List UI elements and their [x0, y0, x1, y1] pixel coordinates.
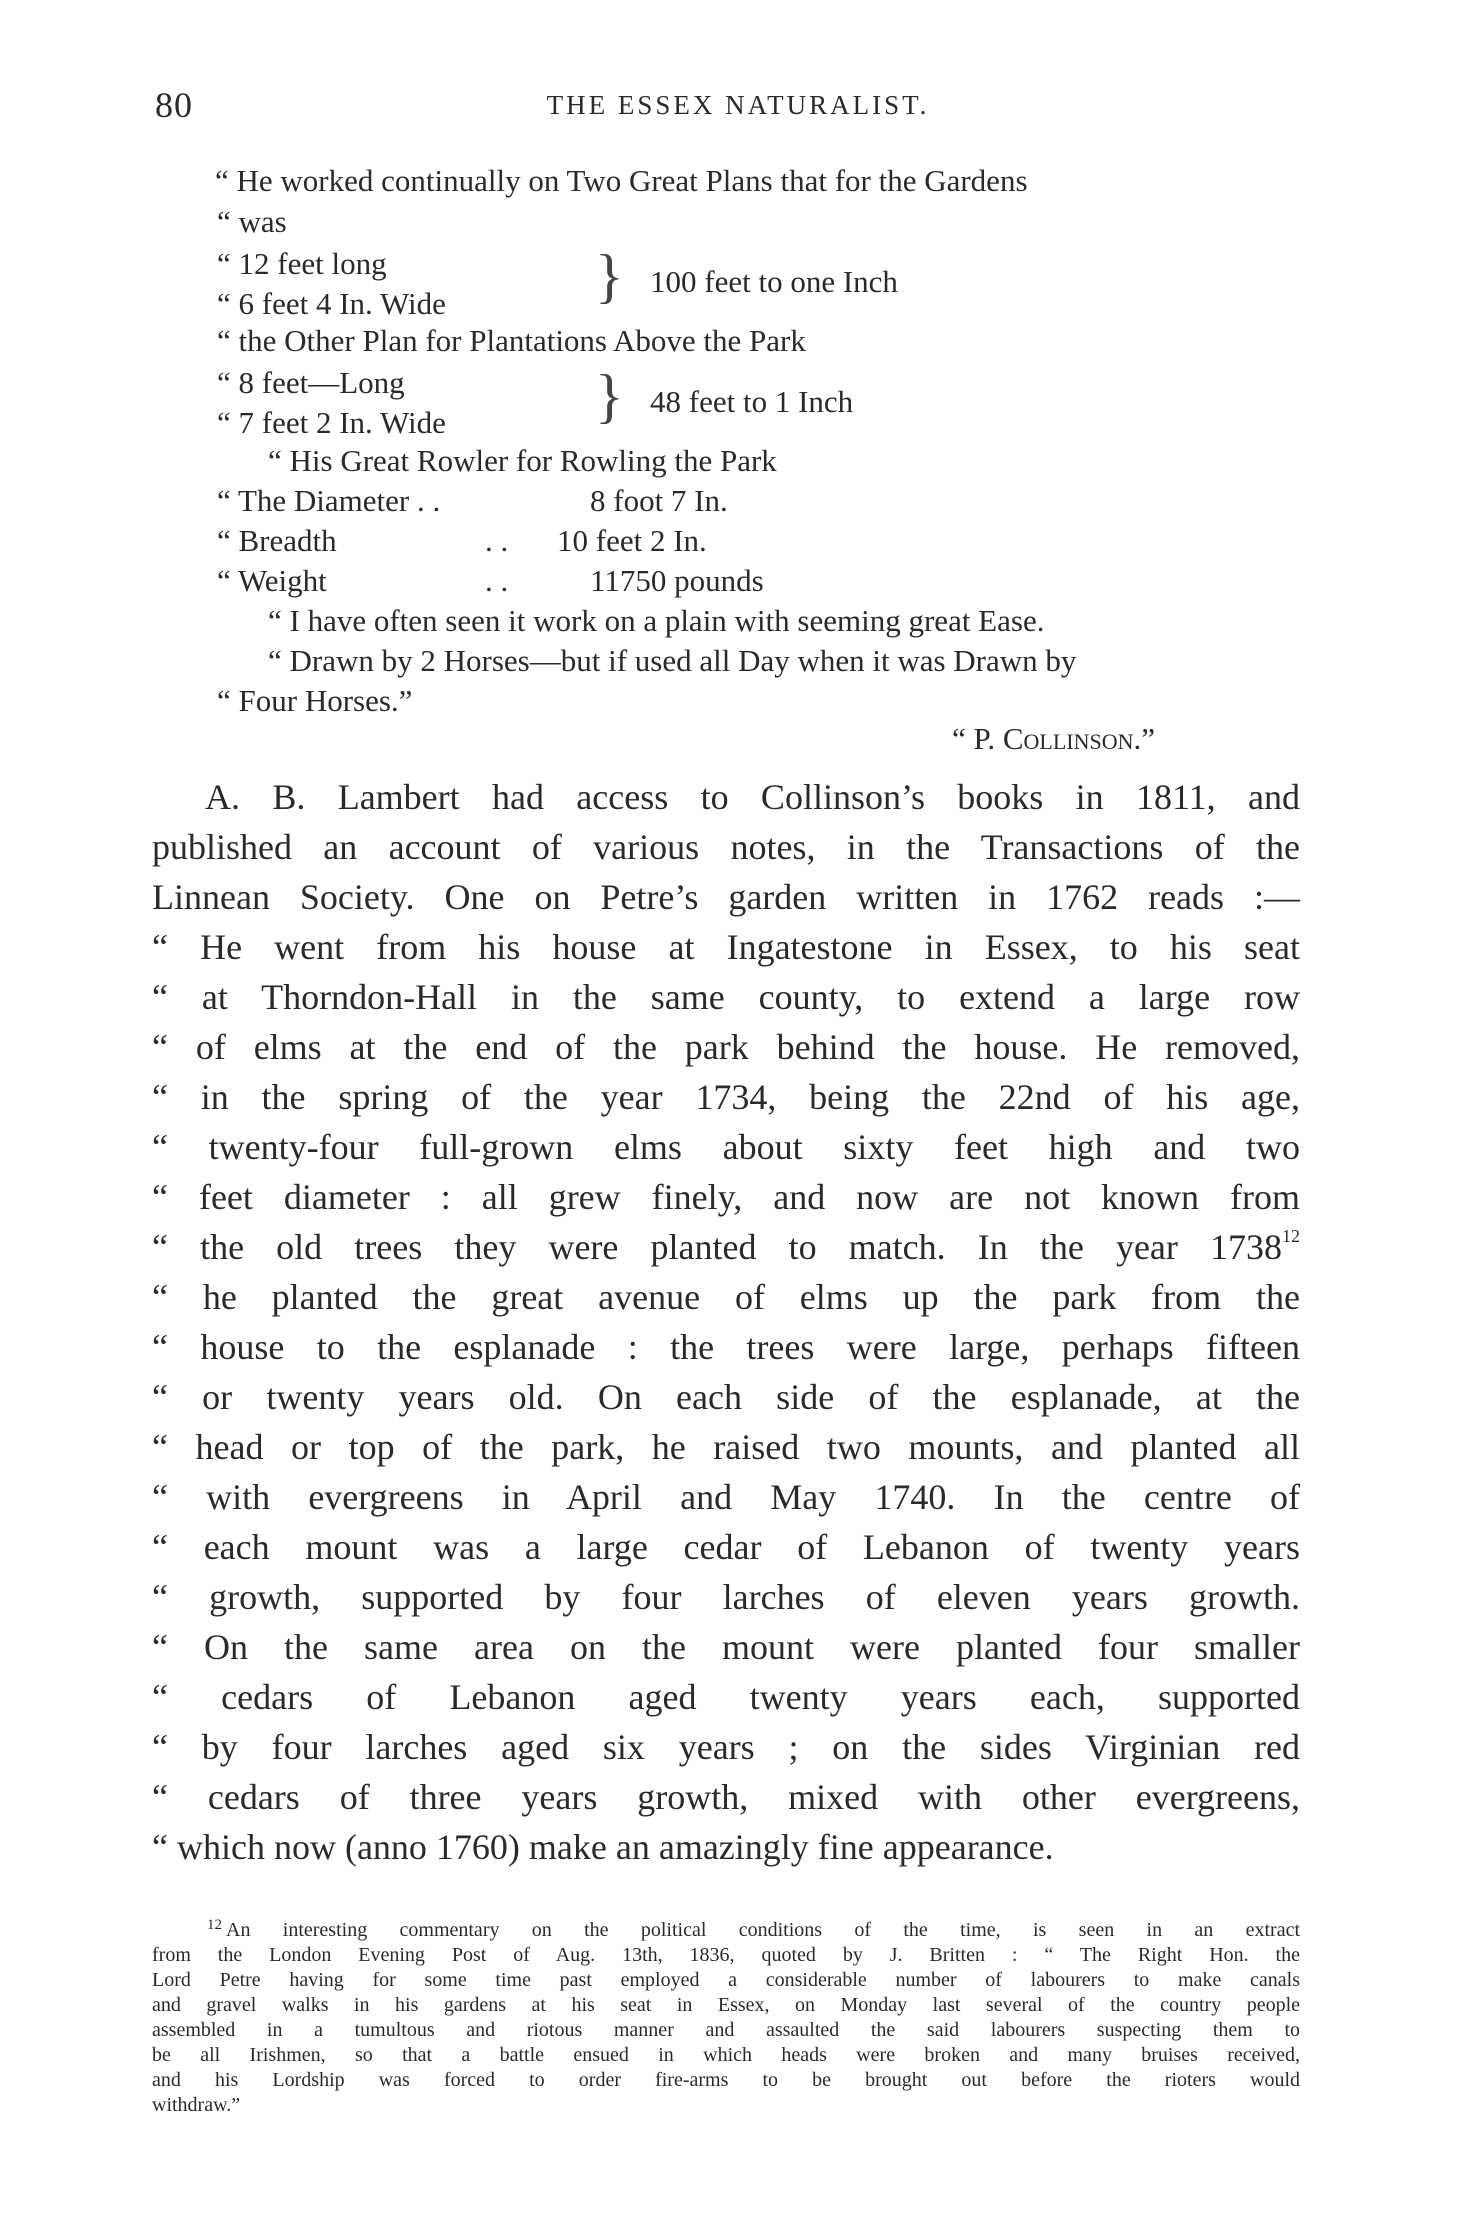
body-line: “ cedars of Lebanon aged twenty years each, supported	[152, 1677, 1300, 1717]
footnote-line: and his Lordship was forced to order fire-arms to be brought out before the rioters would	[152, 2069, 1300, 2091]
quote-line: “ the Other Plan for Plantations Above the Park	[217, 323, 806, 358]
body-line: “ growth, supported by four larches of eleven years growth.	[152, 1577, 1300, 1617]
body-line: “ or twenty years old. On each side of the esplanade, at the	[152, 1377, 1300, 1417]
body-line: “ which now (anno 1760) make an amazingly fine appearance.	[152, 1827, 1054, 1867]
plan-dimension: “ 12 feet long	[217, 246, 387, 281]
footnote-line	[152, 1918, 1300, 1943]
rowler-label: “ Breadth	[217, 523, 337, 558]
page-number: 80	[155, 85, 193, 125]
rowler-value: 10 feet 2 In.	[557, 523, 707, 558]
plan-scale: 48 feet to 1 Inch	[650, 384, 854, 419]
plan-dimension: “ 7 feet 2 In. Wide	[217, 405, 446, 440]
rowler-value: 11750 pounds	[590, 563, 764, 598]
footnote-line: assembled in a tumultous and riotous manner and assaulted the said labourers suspecting them to	[152, 2019, 1300, 2041]
body-line-text: “ the old trees they were planted to match. In the year 1738	[152, 1227, 1282, 1267]
body-line: “ cedars of three years growth, mixed with other evergreens,	[152, 1777, 1300, 1817]
footnote-line: from the London Evening Post of Aug. 13th, 1836, quoted by J. Britten : “ The Right Hon. the	[152, 1944, 1300, 1966]
footnote-line: be all Irishmen, so that a battle ensued in which heads were broken and many bruises received,	[152, 2044, 1300, 2066]
leader-dots: . .	[485, 563, 509, 598]
quote-line: “ I have often seen it work on a plain with seeming great Ease.	[268, 603, 1045, 638]
leader-dots: . .	[485, 523, 509, 558]
brace-icon: }	[595, 363, 624, 429]
body-line: “ of elms at the end of the park behind the house. He removed,	[152, 1027, 1300, 1067]
body-line: published an account of various notes, in the Transactions of the	[152, 827, 1300, 867]
quote-line: “ was	[217, 204, 287, 239]
footnote-ref: 12	[1282, 1226, 1300, 1246]
body-line: “ head or top of the park, he raised two mounts, and planted all	[152, 1427, 1300, 1467]
body-line: “ in the spring of the year 1734, being the 22nd of his age,	[152, 1077, 1300, 1117]
quote-line: “ He worked continually on Two Great Plans that for the Gardens	[215, 163, 1028, 198]
running-head: THE ESSEX NATURALIST.	[546, 90, 930, 120]
footnote-line: and gravel walks in his gardens at his seat in Essex, on Monday last several of the country people	[152, 1994, 1300, 2016]
body-line: Linnean Society. One on Petre’s garden written in 1762 reads :—	[152, 877, 1300, 917]
body-line: “ he planted the great avenue of elms up the park from the	[152, 1277, 1300, 1317]
footnote-mark: 12	[207, 1917, 222, 1933]
body-line: “ On the same area on the mount were planted four smaller	[152, 1627, 1300, 1667]
page-header	[155, 84, 1321, 128]
body-line-with-footnote-ref	[152, 1222, 1300, 1272]
rowler-value: 8 foot 7 In.	[590, 483, 728, 518]
plan-dimension: “ 6 feet 4 In. Wide	[217, 286, 446, 321]
footnote-line: withdraw.”	[152, 2094, 241, 2116]
footnote	[152, 1918, 1300, 2118]
body-line: “ at Thorndon-Hall in the same county, to extend a large row	[152, 977, 1300, 1017]
body-line: “ twenty-four full-grown elms about sixty feet high and two	[152, 1127, 1300, 1167]
brace-icon: }	[595, 243, 624, 309]
body-line: “ by four larches aged six years ; on the sides Virginian red	[152, 1727, 1300, 1767]
plan-dimension: “ 8 feet—Long	[217, 365, 405, 400]
body-line: “ each mount was a large cedar of Lebanon of twenty years	[152, 1527, 1300, 1567]
body-line: A. B. Lambert had access to Collinson’s books in 1811, and	[205, 777, 1300, 817]
body-line: “ with evergreens in April and May 1740. In the centre of	[152, 1477, 1300, 1517]
signature: “ P. Collinson.”	[952, 721, 1155, 756]
plan-scale: 100 feet to one Inch	[650, 264, 898, 299]
footnote-line: Lord Petre having for some time past employed a considerable number of labourers to make canals	[152, 1969, 1300, 1991]
quote-line: “ Drawn by 2 Horses—but if used all Day when it was Drawn by	[268, 643, 1077, 678]
body-line: “ house to the esplanade : the trees were large, perhaps fifteen	[152, 1327, 1300, 1367]
rowler-label: “ Weight	[217, 563, 327, 598]
footnote-text: An interesting commentary on the political conditions of the time, is seen in an extract	[226, 1919, 1300, 1941]
quote-line: “ Four Horses.”	[217, 683, 413, 718]
quote-line: “ His Great Rowler for Rowling the Park	[268, 443, 777, 478]
rowler-label: “ The Diameter . .	[217, 483, 441, 518]
body-line: “ feet diameter : all grew finely, and now are not known from	[152, 1177, 1300, 1217]
body-line: “ He went from his house at Ingatestone in Essex, to his seat	[152, 927, 1300, 967]
